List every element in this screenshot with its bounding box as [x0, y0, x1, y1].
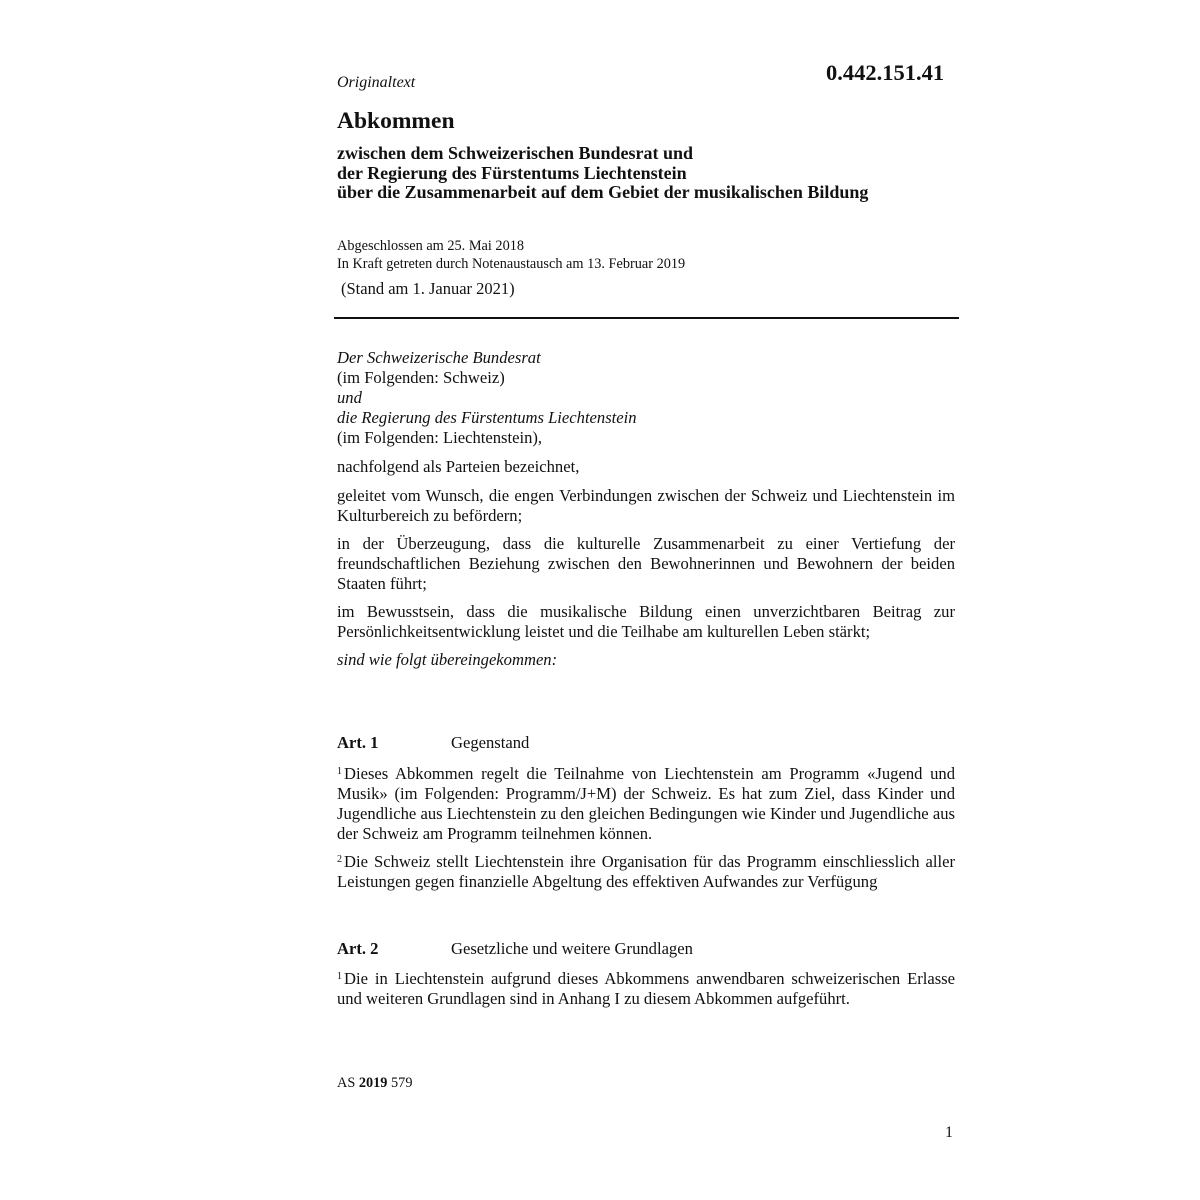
document-subtitle	[337, 144, 868, 203]
article-number: Art. 1	[337, 733, 379, 752]
preamble-recital: geleitet vom Wunsch, die engen Verbindungen zwischen der Schweiz und Liechtenstein im Kulturbereich zu befördern;	[337, 486, 955, 525]
page-number: 1	[945, 1124, 953, 1141]
concluded-date: Abgeschlossen am 25. Mai 2018	[337, 238, 525, 254]
subtitle-line: der Regierung des Fürstentums Liechtenstein	[337, 162, 687, 183]
in-force-date: In Kraft getreten durch Notenaustausch am 13. Februar 2019	[337, 256, 686, 272]
preamble-parties-designation: nachfolgend als Parteien bezeichnet,	[337, 457, 580, 476]
as-page: 579	[391, 1075, 413, 1091]
paragraph-text: Die in Liechtenstein aufgrund dieses Abkommens anwendbaren schweizerischen Erlasse und weiteren Grundlagen sind in Anhang I zu diesem Abkommen aufgeführt.	[337, 969, 955, 1008]
paragraph-text: Dieses Abkommen regelt die Teilnahme von Liechtenstein am Programm «Jugend und Musik» (im Folgenden: Programm/J+M) der Schweiz. Es hat zum Ziel, dass Kinder und Jugendliche aus Liechtenstein zu den gleichen Bedingungen wie Kinder und Jugendliche aus der Schweiz am Programm teilnehmen können.	[337, 764, 955, 843]
preamble-agreement: sind wie folgt übereingekommen:	[337, 650, 558, 669]
party-switzerland: Der Schweizerische Bundesrat	[337, 348, 541, 367]
preamble-parties	[337, 348, 637, 448]
as-year: 2019	[358, 1075, 388, 1091]
paragraph-text: Die Schweiz stellt Liechtenstein ihre Organisation für das Programm einschliesslich aller Leistungen gegen finanzielle Abgeltung des effektiven Aufwandes zur Verfügung	[337, 852, 955, 891]
preamble-recital: im Bewusstsein, dass die musikalische Bildung einen unverzichtbaren Beitrag zur Persönlichkeitsentwicklung leistet und die Teilhabe am kulturellen Leben stärkt;	[337, 602, 955, 641]
article-paragraph	[337, 762, 955, 844]
document-title: Abkommen	[337, 108, 455, 134]
preamble-and: und	[337, 388, 362, 407]
preamble-recital: in der Überzeugung, dass die kulturelle Zusammenarbeit zu einer Vertiefung der freundschaftlichen Beziehung zwischen den Bewohnerinnen und Bewohnern der beiden Staaten führt;	[337, 534, 955, 593]
subtitle-line: zwischen dem Schweizerischen Bundesrat und	[337, 143, 694, 163]
header-divider	[334, 317, 959, 319]
article-paragraph	[337, 967, 955, 1009]
article-title: Gesetzliche und weitere Grundlagen	[451, 939, 693, 958]
originaltext-label: Originaltext	[337, 74, 416, 91]
party-liechtenstein-short: (im Folgenden: Liechtenstein),	[337, 428, 543, 447]
official-collection-reference	[337, 1075, 412, 1092]
article-title: Gegenstand	[451, 733, 530, 752]
paragraph-number: 2	[337, 854, 342, 865]
subtitle-line: über die Zusammenarbeit auf dem Gebiet der musikalischen Bildung	[337, 182, 869, 202]
paragraph-number: 1	[337, 971, 342, 982]
article-paragraph	[337, 850, 955, 892]
as-prefix: AS	[337, 1075, 356, 1091]
article-number: Art. 2	[337, 939, 379, 958]
party-switzerland-short: (im Folgenden: Schweiz)	[337, 368, 505, 387]
status-date: (Stand am 1. Januar 2021)	[341, 279, 515, 298]
paragraph-number: 1	[337, 766, 342, 777]
party-liechtenstein: die Regierung des Fürstentums Liechtenstein	[337, 408, 637, 427]
sr-number: 0.442.151.41	[826, 60, 945, 85]
